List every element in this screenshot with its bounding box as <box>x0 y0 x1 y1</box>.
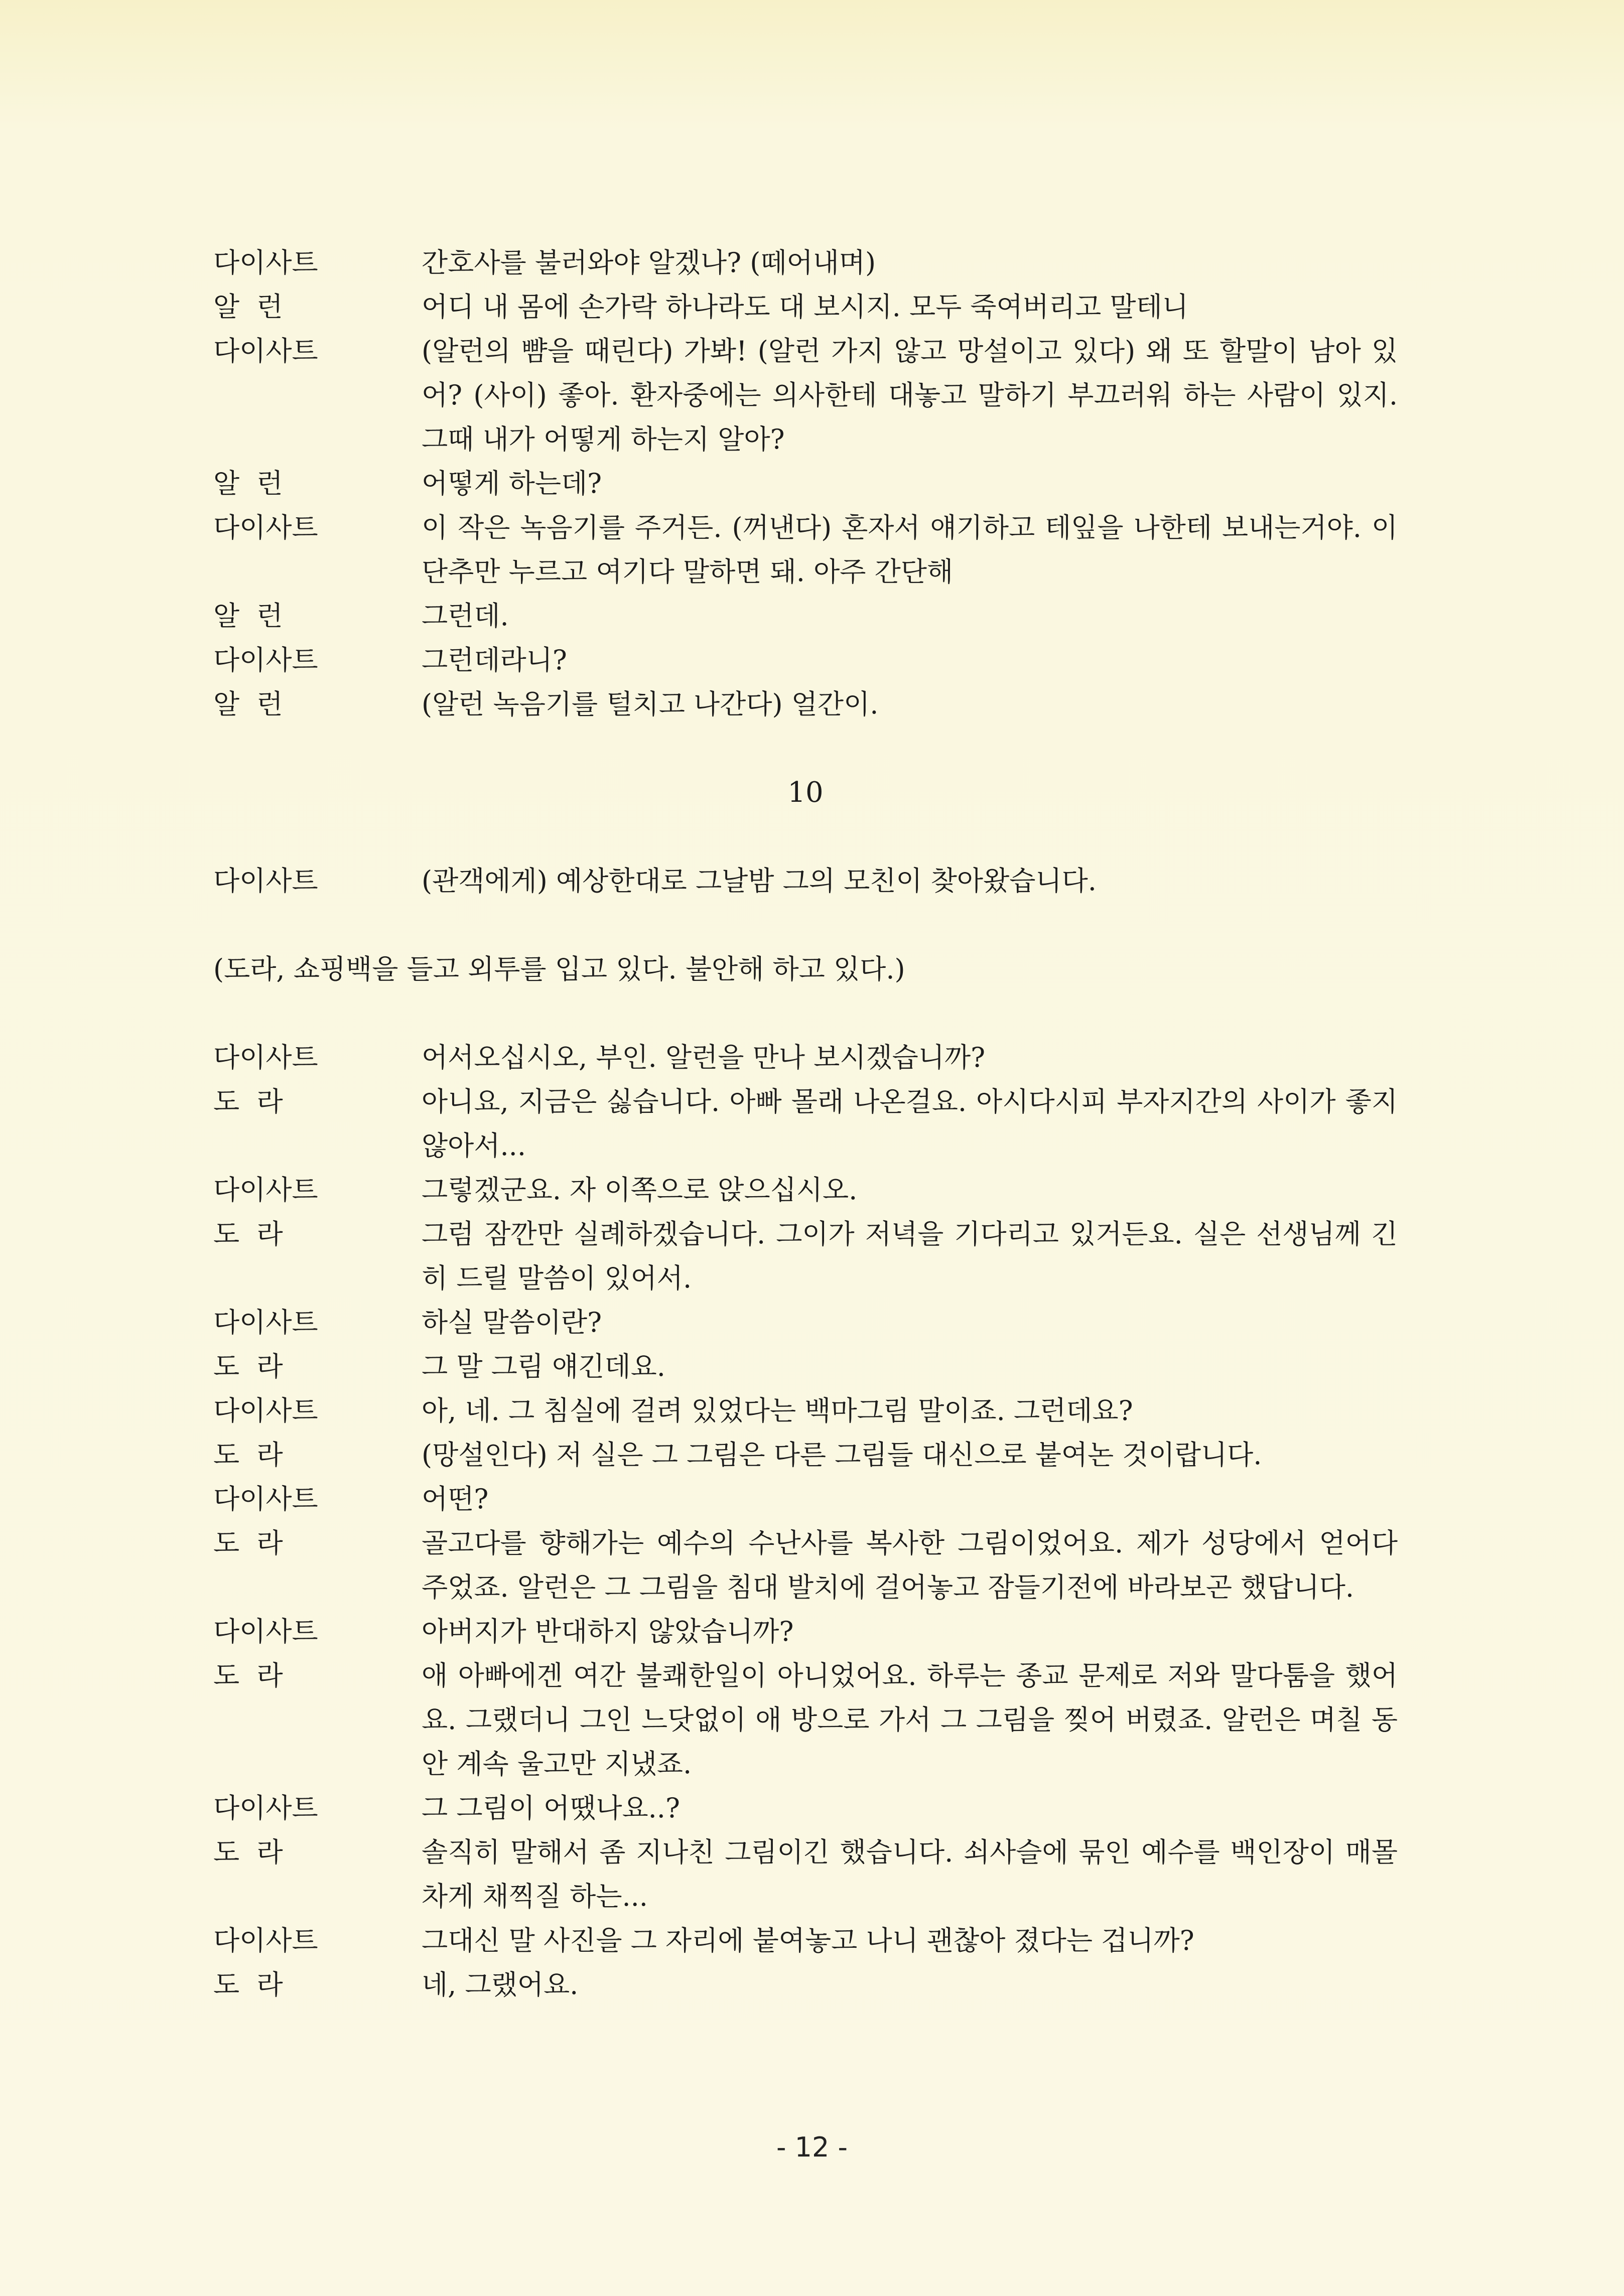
dialogue-line <box>213 1654 1398 1786</box>
dialogue-text: (관객에게) 예상한대로 그날밤 그의 모친이 찾아왔습니다. <box>422 865 1097 897</box>
dialogue-line <box>213 859 1398 903</box>
speaker-name: 도 라 <box>213 1439 283 1471</box>
speaker-name: 도 라 <box>213 1660 283 1691</box>
dialogue-text: 이 작은 녹음기를 주거든. (꺼낸다) 혼자서 얘기하고 테잎을 나한테 보내는거야. 이 단추만 누르고 여기다 말하면 돼. 아주 간단해 <box>422 512 1398 588</box>
dialogue-line <box>213 506 1398 594</box>
dialogue-block-2 <box>213 859 1398 903</box>
dialogue-text: 어서오십시오, 부인. 알런을 만나 보시겠습니까? <box>422 1042 986 1073</box>
dialogue-line <box>213 1963 1398 2007</box>
dialogue-text: 그럼 잠깐만 실례하겠습니다. 그이가 저녁을 기다리고 있거든요. 실은 선생님께 긴히 드릴 말씀이 있어서. <box>422 1218 1398 1294</box>
speaker-name: 알 런 <box>213 688 283 720</box>
dialogue-text: 그렇겠군요. 자 이쪽으로 앉으십시오. <box>422 1174 858 1206</box>
speaker-name: 다이사트 <box>213 1307 318 1338</box>
dialogue-text: 어떤? <box>422 1483 489 1515</box>
speaker-name: 다이사트 <box>213 1174 318 1206</box>
dialogue-line <box>213 1212 1398 1301</box>
dialogue-text: 아니요, 지금은 싫습니다. 아빠 몰래 나온걸요. 아시다시피 부자지간의 사이가 좋지 않아서... <box>422 1086 1398 1162</box>
speaker-name: 도 라 <box>213 1218 283 1250</box>
dialogue-line <box>213 1919 1398 1963</box>
speaker-name: 알 런 <box>213 468 283 499</box>
speaker-name: 도 라 <box>213 1086 283 1117</box>
dialogue-text: 아버지가 반대하지 않았습니까? <box>422 1616 794 1647</box>
speaker-name: 도 라 <box>213 1836 283 1868</box>
speaker-name: 다이사트 <box>213 1925 318 1956</box>
dialogue-line <box>213 1080 1398 1168</box>
speaker-name: 도 라 <box>213 1969 283 2000</box>
script-text <box>213 241 1398 2007</box>
dialogue-line <box>213 1036 1398 1080</box>
speaker-name: 다이사트 <box>213 644 318 676</box>
dialogue-text: 간호사를 불러와야 알겠나? (떼어내며) <box>422 247 876 278</box>
dialogue-line <box>213 329 1398 462</box>
dialogue-text: 그대신 말 사진을 그 자리에 붙여놓고 나니 괜찮아 졌다는 겁니까? <box>422 1925 1194 1956</box>
dialogue-text: 그런데. <box>422 600 509 632</box>
dialogue-text: 그런데라니? <box>422 644 567 676</box>
dialogue-line <box>213 1786 1398 1830</box>
dialogue-line <box>213 285 1398 329</box>
dialogue-text: 하실 말씀이란? <box>422 1307 602 1338</box>
speaker-name: 알 런 <box>213 291 283 323</box>
speaker-name: 도 라 <box>213 1351 283 1382</box>
dialogue-line <box>213 1521 1398 1610</box>
dialogue-text: 골고다를 향해가는 예수의 수난사를 복사한 그림이었어요. 제가 성당에서 얻어다 주었죠. 알런은 그 그림을 침대 발치에 걸어놓고 잠들기전에 바라보곤 했답니다. <box>422 1527 1398 1603</box>
speaker-name: 다이사트 <box>213 1616 318 1647</box>
dialogue-line <box>213 682 1398 727</box>
speaker-name: 다이사트 <box>213 512 318 543</box>
stage-direction: (도라, 쇼핑백을 들고 외투를 입고 있다. 불안해 하고 있다.) <box>213 953 905 985</box>
dialogue-text: 솔직히 말해서 좀 지나친 그림이긴 했습니다. 쇠사슬에 묶인 예수를 백인장이 매몰차게 채찍질 하는... <box>422 1836 1398 1912</box>
dialogue-text: (망설인다) 저 실은 그 그림은 다른 그림들 대신으로 붙여논 것이랍니다. <box>422 1439 1262 1471</box>
page-number: - 12 - <box>776 2131 848 2163</box>
dialogue-text: (알런의 뺨을 때린다) 가봐! (알런 가지 않고 망설이고 있다) 왜 또 할말이 남아 있어? (사이) 좋아. 환자중에는 의사한테 대놓고 말하기 부끄러워 하는 사람이 있지. 그때 내가 어떻게 하는지 알아? <box>422 335 1398 455</box>
dialogue-text: 그 그림이 어땠나요..? <box>422 1792 680 1824</box>
dialogue-line <box>213 594 1398 638</box>
dialogue-line <box>213 1389 1398 1433</box>
speaker-name: 알 런 <box>213 600 283 632</box>
dialogue-line <box>213 241 1398 285</box>
dialogue-line <box>213 462 1398 506</box>
dialogue-text: 네, 그랬어요. <box>422 1969 579 2000</box>
dialogue-line <box>213 1168 1398 1212</box>
dialogue-text: 그 말 그림 얘긴데요. <box>422 1351 665 1382</box>
dialogue-text: 어떻게 하는데? <box>422 468 602 499</box>
dialogue-line <box>213 1345 1398 1389</box>
dialogue-text: 어디 내 몸에 손가락 하나라도 대 보시지. 모두 죽여버리고 말테니 <box>422 291 1188 323</box>
dialogue-line <box>213 1610 1398 1654</box>
dialogue-line <box>213 1477 1398 1521</box>
dialogue-line <box>213 1830 1398 1919</box>
dialogue-text: 애 아빠에겐 여간 불쾌한일이 아니었어요. 하루는 종교 문제로 저와 말다툼을 했어요. 그랬더니 그인 느닷없이 애 방으로 가서 그 그림을 찢어 버렸죠. 알런은 며칠 동안 계속 울고만 지냈죠. <box>422 1660 1398 1780</box>
dialogue-block-1 <box>213 241 1398 727</box>
speaker-name: 다이사트 <box>213 335 318 367</box>
dialogue-line <box>213 1433 1398 1477</box>
scene-number: 10 <box>787 776 824 809</box>
speaker-name: 다이사트 <box>213 247 318 278</box>
speaker-name: 다이사트 <box>213 1792 318 1824</box>
speaker-name: 다이사트 <box>213 1042 318 1073</box>
speaker-name: 다이사트 <box>213 865 318 897</box>
speaker-name: 다이사트 <box>213 1483 318 1515</box>
dialogue-line <box>213 1301 1398 1345</box>
dialogue-block-3 <box>213 1036 1398 2007</box>
speaker-name: 도 라 <box>213 1527 283 1559</box>
dialogue-line <box>213 638 1398 682</box>
dialogue-text: (알런 녹음기를 털치고 나간다) 얼간이. <box>422 688 879 720</box>
dialogue-text: 아, 네. 그 침실에 걸려 있었다는 백마그림 말이죠. 그런데요? <box>422 1395 1133 1426</box>
speaker-name: 다이사트 <box>213 1395 318 1426</box>
